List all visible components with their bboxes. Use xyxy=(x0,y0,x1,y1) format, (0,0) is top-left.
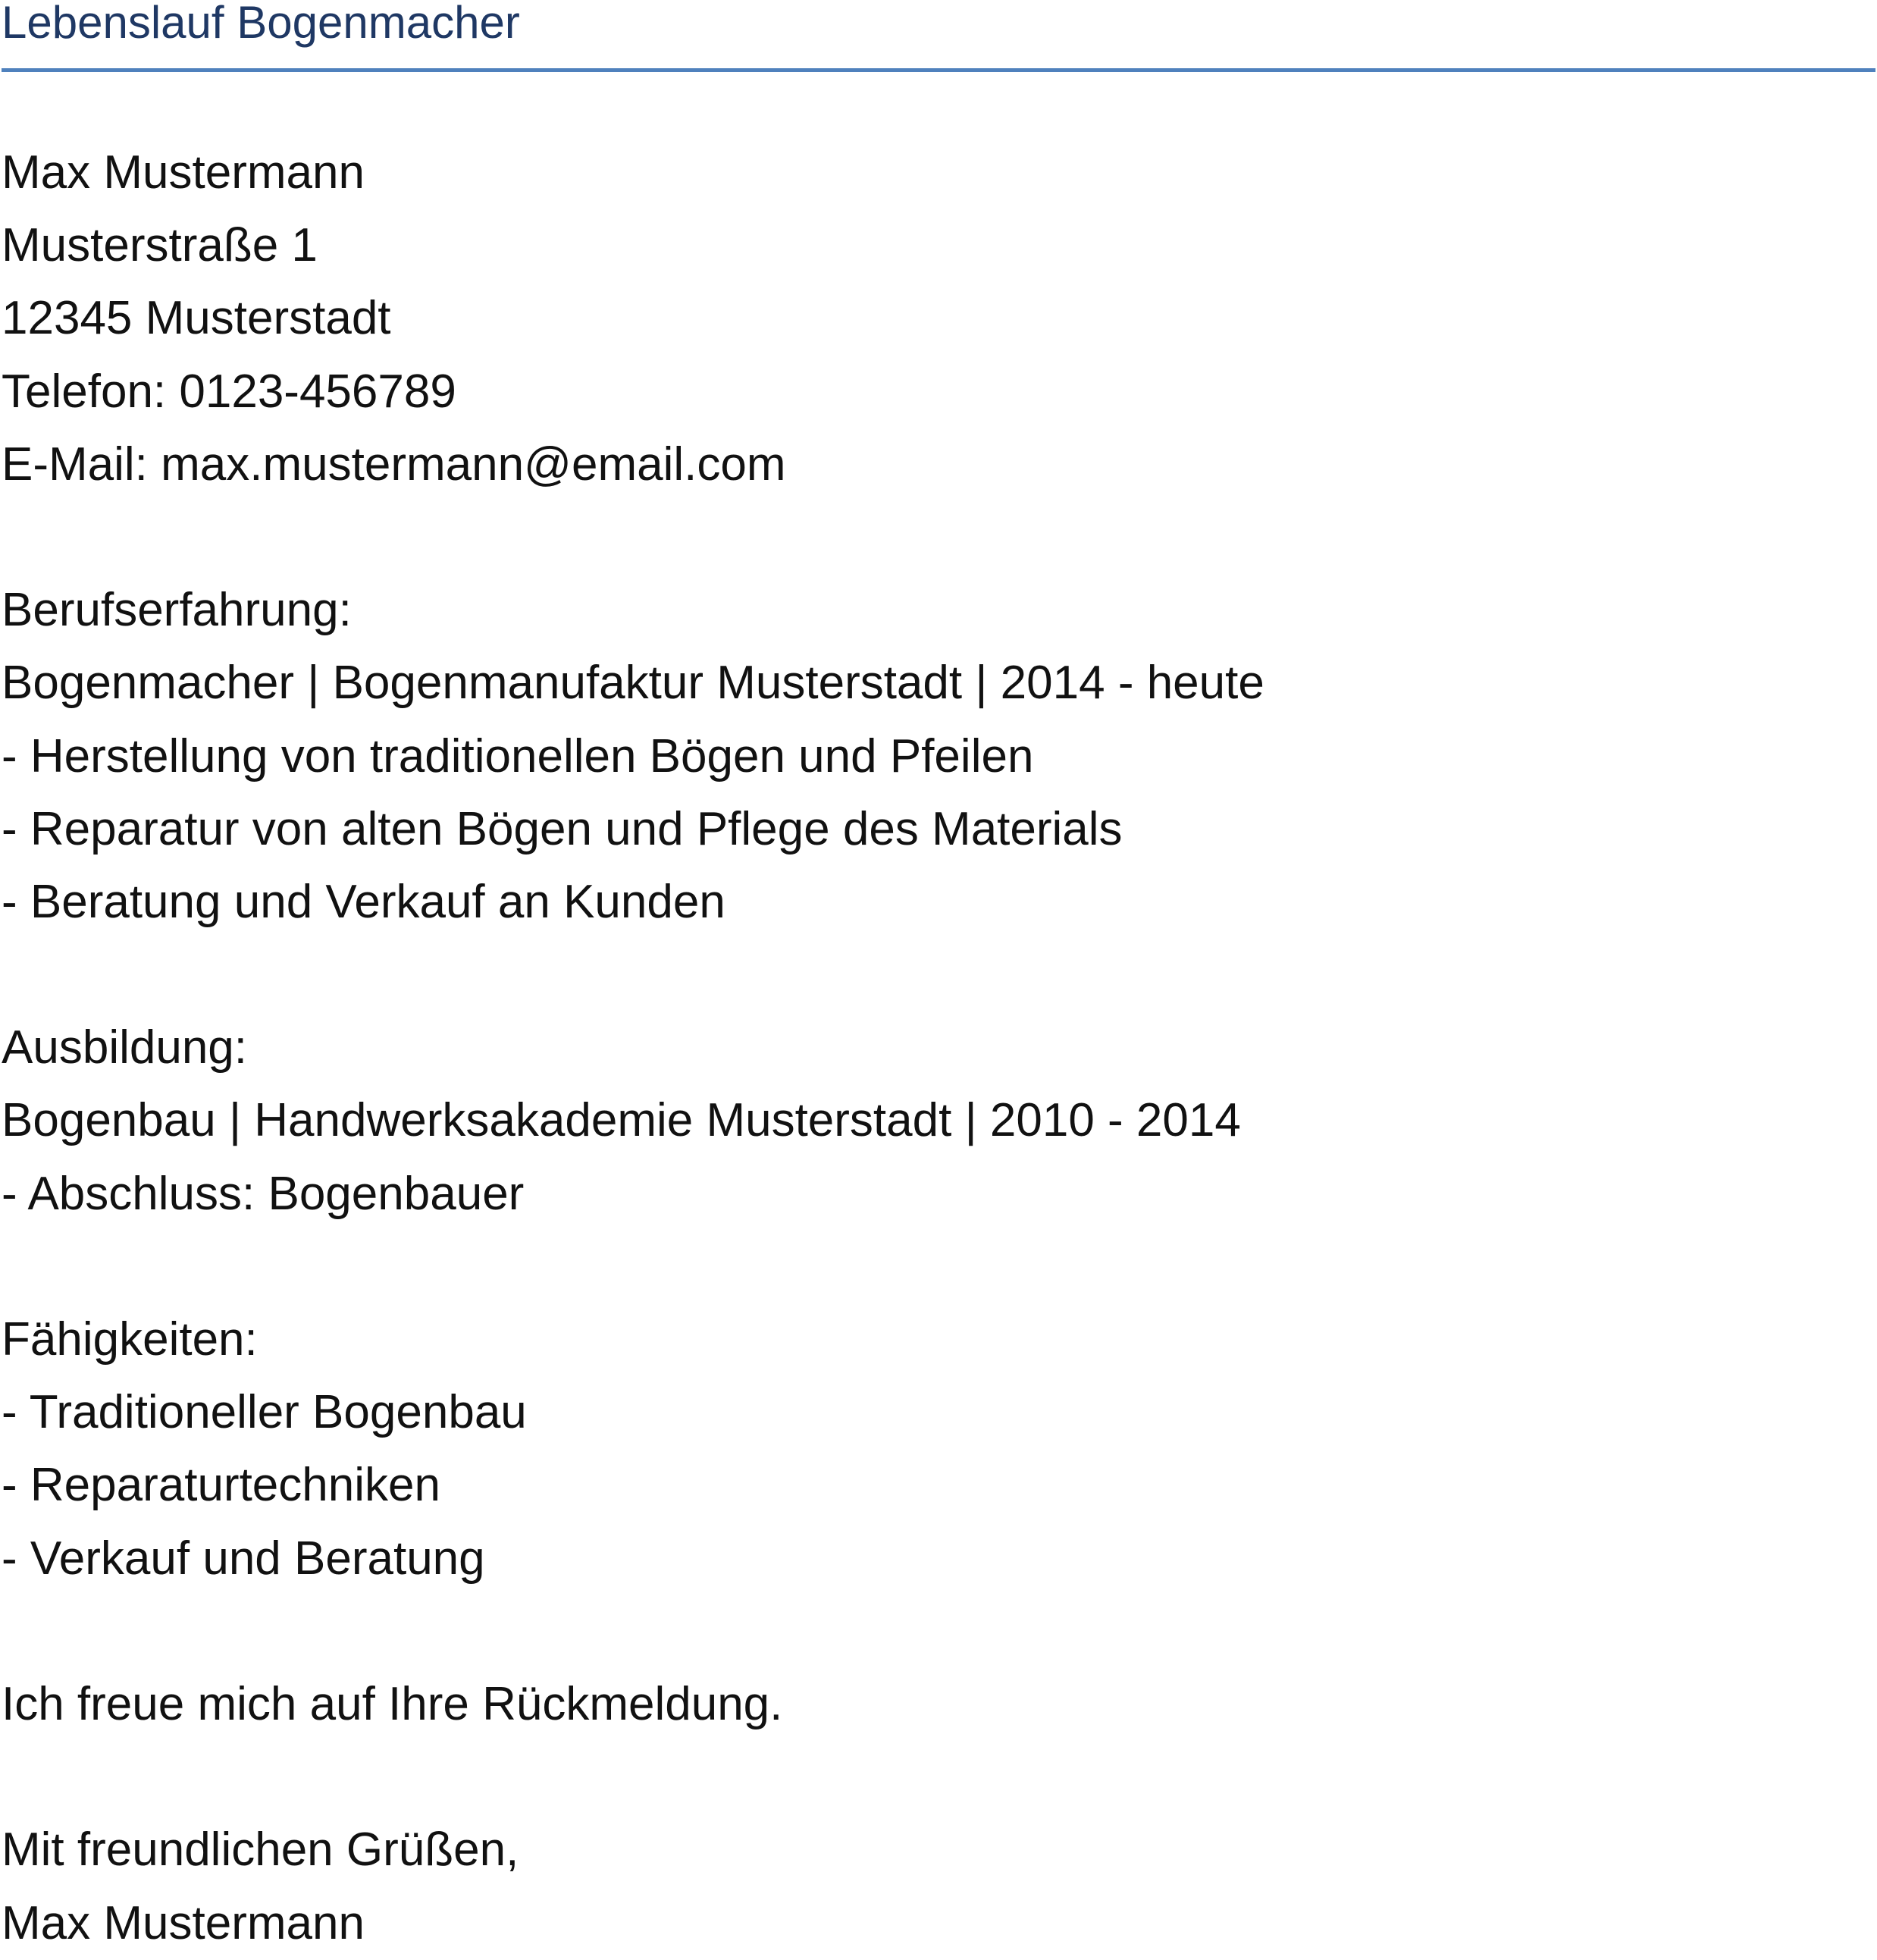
contact-city: 12345 Musterstadt xyxy=(2,292,391,345)
paragraph-gap xyxy=(2,1595,1874,1668)
education-heading: Ausbildung: xyxy=(2,1021,248,1074)
skills-item: - Reparaturtechniken xyxy=(2,1459,440,1512)
contact-email: E-Mail: max.mustermann@email.com xyxy=(2,437,786,491)
contact-name: Max Mustermann xyxy=(2,146,365,199)
paragraph-gap xyxy=(2,1231,1874,1303)
paragraph-gap xyxy=(2,1741,1874,1814)
skills-item: - Traditioneller Bogenbau xyxy=(2,1386,527,1439)
closing-message: Ich freue mich auf Ihre Rückmeldung. xyxy=(2,1677,783,1730)
paragraph-gap xyxy=(2,501,1874,574)
title-underline-rule xyxy=(2,68,1875,72)
skills-heading: Fähigkeiten: xyxy=(2,1313,258,1366)
skills-item: - Verkauf und Beratung xyxy=(2,1532,485,1585)
experience-position: Bogenmacher | Bogenmanufaktur Musterstadt | 2014 - heute xyxy=(2,657,1264,710)
contact-street: Musterstraße 1 xyxy=(2,219,318,272)
experience-item: - Beratung und Verkauf an Kunden xyxy=(2,875,725,928)
experience-heading: Berufserfahrung: xyxy=(2,584,352,637)
paragraph-gap xyxy=(2,939,1874,1011)
contact-phone: Telefon: 0123-456789 xyxy=(2,365,456,418)
education-program: Bogenbau | Handwerksakademie Musterstadt | 2010 - 2014 xyxy=(2,1094,1241,1147)
education-item: - Abschluss: Bogenbauer xyxy=(2,1167,525,1220)
experience-item: - Reparatur von alten Bögen und Pflege des Materials xyxy=(2,802,1123,855)
experience-item: - Herstellung von traditionellen Bögen und Pfeilen xyxy=(2,729,1034,782)
closing-greeting: Mit freundlichen Grüßen, xyxy=(2,1824,519,1877)
signature-name: Max Mustermann xyxy=(2,1896,365,1949)
document-body xyxy=(2,136,1874,1960)
document-title: Lebenslauf Bogenmacher xyxy=(2,0,520,48)
